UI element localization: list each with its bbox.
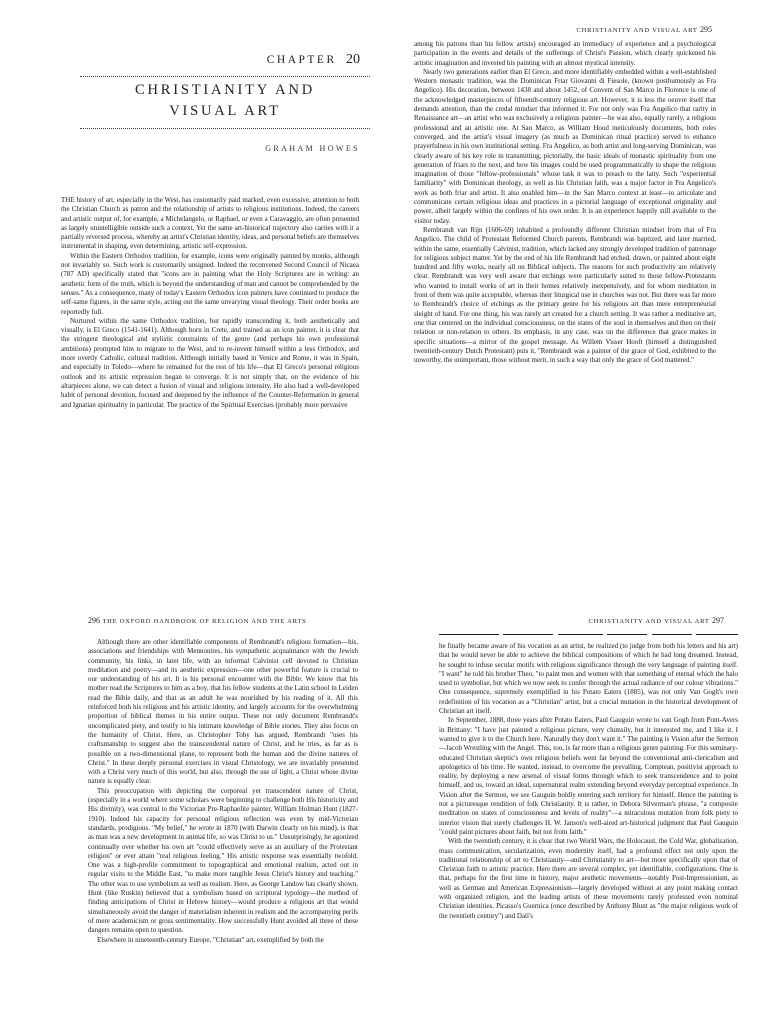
chapter-title-line-2: VISUAL ART xyxy=(169,103,281,119)
page-297 xyxy=(384,512,768,1024)
dotted-rule-bottom xyxy=(80,128,370,129)
rule-segment xyxy=(439,634,499,635)
rule-segment xyxy=(558,634,603,635)
paragraph: Although there are other identifiable components of Rembrandt's religious formation—his, associations and friendships with Mennonites, his sympathetic acquaintance with the Jewish community, his links, in later life, with an informal Calvinist cell devoted to Christian meditation and poetry—and its aesthetic expression—one other powerful feature is crucial to our understanding of his art. It is his personal encounter with the Bible. We know that his mother read the Scriptures to him as a boy, that his fellow students at the Latin school in Leiden read the Bible daily, and that as an adult he was nourished by his reading of it. All this reinforced both his religious and his artistic identity, and largely accounts for the overwhelming proportion of biblical themes in his entire output. These not only document Rembrandt's uncomplicated piety, and testify to his intimate knowledge of Bible stories. They also focus on the humanity of Christ. Here, as Christopher Toby has argued, Rembrandt "uses his craftsmanship to suggest also the transcendental nature of Christ, and he tries, as far as is possible on a two-dimensional plane, to represent both the human and the divine natures of Christ." In these deeply personal exercises in visual Christology, we are invariably presented with a Christ very much of this world, but also, through the use of light, a Christ whose divine nature is equally clear. xyxy=(88,638,358,786)
page-295 xyxy=(384,0,768,512)
paragraph: Elsewhere in nineteenth-century Europe, "Christian" art, exemplified by both the xyxy=(97,935,324,944)
header-rule-segments xyxy=(439,634,738,635)
page-number: 295 xyxy=(700,25,712,34)
chapter-author: GRAHAM HOWES xyxy=(265,144,360,153)
dotted-rule-top xyxy=(80,76,370,77)
running-head xyxy=(424,616,724,625)
running-head-title: THE OXFORD HANDBOOK OF RELIGION AND THE ARTS xyxy=(102,618,307,625)
running-head-title: CHRISTIANITY AND VISUAL ART xyxy=(588,618,710,625)
paragraph: This preoccupation with depicting the corporeal yet transcendent nature of Christ, (especially in a world where some scholars were beginning to challenge both His historicity and His divinity), was central to the Victorian Pre-Raphaelite painter, William Holman Hunt (1827-1910). Indeed his capacity for personal religious reflection was even by mid-Victorian standards, prodigious. "My belief," he wrote in 1870 (with Darwin clearly on his mind), is that as man was a new development in animal life, so was Christ to us." Unsurprisingly, he agonized continually over whether his own art "could effectively serve as an auxiliary of the Protestant religion" or ever attain "real religious feeling." His artistic response was essentially twofold. One was a high-profile commitment to topographical and emotional realism, acted out in regular visits to the Middle East, "to make more tangible Jesus Christ's history and teaching." The other was to use symbolism as well as realism. Here, as George Landow has clearly shown, Hunt (like Ruskin) believed that a symbolism based on scriptural typology—the method of finding anticipations of Christ in Hebrew history—would produce a religious art that would simultaneously avoid the danger of materialism inherent in realism and the accompanying perils of mere academicism or gross sentimentality. How successfully Hunt avoided all three of these dangers remains open to question. xyxy=(88,786,358,935)
body-text xyxy=(414,40,716,365)
page-296 xyxy=(0,512,384,1024)
running-head-title: CHRISTIANITY AND VISUAL ART xyxy=(576,27,698,34)
paragraph: Rembrandt van Rijn (1606-69) inhabited a profoundly different Christian mindset from that of Fra Angelico. The child of Protestant Reformed Church parents, Rembrandt was baptized, and later married, within the same, essentially Calvinist, tradition, which lacked any strongly developed tradition of patronage for religious subject matter. Yet by the end of his life Rembrandt had etched, drawn, or painted about eight hundred and fifty works, nearly all on Biblical subjects. The reasons for such productivity are relatively clear. Rembrandt was very well aware that etchings were particularly suited to those fellow-Protestants who wanted to install works of art in their homes relatively inexpensively, and for whom meditation in front of them was quite acceptable, whereas their liturgical use in churches was not. But there was far more to Rembrandt's choice of etchings as the primary genre for his religious art than mere entrepreneurial sleight of hand. For one thing, his was rarely art created for a church setting. It was rather a meditative art, one that centered on the individual consciousness, on the states of the soul in themselves and then on their relation or non-relation to others. Its emphasis, in any case, was on the difference that grace makes in specific situations—a mirror of the gospel message. As Willem Visser Hooft (himself a distinguished twentieth-century Dutch Protestant) puts it, "Rembrandt was a painter of the grace of God, exhibited to the unworthy, the unimportant, those without merit, in such a way that only the grace of God mattered." xyxy=(414,225,716,365)
page-number: 297 xyxy=(712,616,724,625)
rule-segment xyxy=(503,634,553,635)
paragraph: Within the Eastern Orthodox tradition, for example, icons were originally painted by monks, although not invariably so. Such work is customarily unsigned. Indeed the reconvened Second Council of Nicaea (787 AD) specifically stated that "icons are in painting what the Holy Scriptures are in writing: an aesthetic form of the truth, which is beyond the understanding of man and cannot be comprehended by the senses." As a consequence, many of today's Eastern Orthodox icon painters have continued to produce the self-same figures, in the same style, acting out the same unvarying visual theology. Their order books are reportedly full. xyxy=(61,251,359,316)
body-text xyxy=(439,642,738,921)
page-number: 296 xyxy=(88,616,100,625)
page-295-left-chapter-opening xyxy=(0,0,384,512)
chapter-title xyxy=(80,80,370,122)
chapter-number: 20 xyxy=(346,52,360,67)
chapter-label xyxy=(0,52,360,68)
running-head xyxy=(88,616,307,625)
rule-segment xyxy=(607,634,647,635)
paragraph: With the twentieth century, it is clear that two World Wars, the Holocaust, the Cold War, globalization, mass communication, secularization, even modernity itself, had a profound effect not only upon the traditional relationship of art to Christianity—and Christianity to art—but more specifically upon that of Christian faith to artistic practice. Here there are several complex, yet identifiable, configurations. One is that, perhaps for the first time in history, major aesthetic movements—notably Post-Impressionism, as well as German and American Expressionism—largely developed without at any point making contact with organized religion, and the leading artists of these movements rarely professed even nominal Christian identities. Picasso's Guernica (once described by Anthony Blunt as "the major religious work of the twentieth century") and Dali's xyxy=(439,837,738,920)
body-text xyxy=(61,196,359,410)
rule-segment xyxy=(696,634,738,635)
rule-segment xyxy=(652,634,692,635)
paragraph: In September, 1888, three years after Potato Eaters, Paul Gauguin wrote to van Gogh from Pont-Avers in Brittany: "I have just painted a religious picture, very clumsily, but it interested me, and I like it. I wanted to give it to the Church here. Naturally they don't want it." The painting is Vision after the Sermon—Jacob Wrestling with the Angel. This, too, is far more than a religious genre painting. For this seminary-educated Christian skeptic's own religious beliefs went far beyond the conventional anti-clericalism and apologetics of his time. He wanted, instead, to overcome the prevailing, Comptean, positivist approach to reality, by deploying a new arsenal of visual forms through which to seek transcendence and to point himself, and us, toward an ideal, supernatural realm extending beyond everyday perceptual experience. In Vision after the Sermon, we see Gauguin boldly entering such territory for himself. Hence the painting is not a picturesque rendition of folk Christianity. It is rather, in Debora Silverman's phrase, "a composite meditation on states of consciousness and levels of reality"—a miraculous mutation from folk piety to interior vision that surely challenges H. W. Janson's well-aired art-historical judgment that Paul Gauguin "could paint pictures about faith, but not from faith." xyxy=(439,716,738,836)
running-head xyxy=(424,25,712,34)
body-text xyxy=(88,638,358,945)
chapter-title-line-1: CHRISTIANITY AND xyxy=(135,82,315,98)
paragraph: Nearly two generations earlier than El Greco, and more identifiably embedded within a well-established Western monastic tradition, was the Dominican Friar Giovanni di Fiesole, (known posthumously as Fra Angelico). His decoration, between 1438 and about 1452, of Convent of San Marco in Florence is one of the acknowledged masterpieces of fifteenth-century religious art. However, it is less the oeuvre itself that demands attention, than the credal mindset that informed it. For not only was Fra Angelico that rarity in Renaissance art—an artist who was exclusively a religious painter—he was also, equally rarely, a religious professional and an artistic one. At San Marco, as William Hood meticulously documents, both roles converged, and the artist's visual imagery (as much as Dominican ritual practice) served to enhance prayerfulness in his own institutional setting. Fra Angelico, as both artist and long-serving Dominican, was clearly aware of his key role in transmitting, pictorially, the basic ideals of monastic spirituality from one generation of friars to the next, and how his images could be used programmatically to shape the religious imagination of those "fellow-professionals" whose task it was to preach to the laity. Such "experiential familiarity" with Dominican theology, as well as his Christian faith, was a major factor in Fra Angelico's work as both friar and artist. It also enabled him—in the San Marco context at least—to articulate and communicate certain religious ideas and practices in a pictorial language of exceptional originality and power, albeit largely within the confines of his own order. It is an experience happily still available to the visitor today. xyxy=(414,67,716,225)
paragraph: he finally became aware of his vocation as an artist, he realized (to judge from both his letters and his art) that he would never be able to achieve the biblical compositions of which he had long dreamed. Instead, he sought to infuse secular motifs with religious significance through the very language of painting itself. "I want" he told his brother Theo, "to paint men and women with that something of eternal which the halo used to symbolise, but which we now seek to confer through the actual radiance of our colour vibrations." One consequence, supremely exemplified in his Potato Eaters (1885), was not only Van Gogh's own redefinition of his vocation as a "Christian" artist, but a crucial mutation in the historical development of Christian art itself. xyxy=(439,642,738,716)
paragraph: Nurtured within the same Orthodox tradition, but rapidly transcending it, both aesthetically and visually, is El Greco (1541-1641). Although born in Crete, and trained as an icon painter, it is clear that the stringent theological and stylistic constraints of the genre (and perhaps his own professional ambitions) prompted him to migrate to the West, and to re-invent himself within a less Orthodox, and more overtly Catholic, cultural tradition. Although initially based in Venice and Rome, it was in Spain, and especially in Toledo—where he remained for the rest of his life—that El Greco's personal religious outlook and its artistic expression began to converge. It is not simply that, on the evidence of his altarpieces alone, we can detect a fusion of visual and religious intensity. He also had a well-developed habit of personal devotion, focused and deepened by the influence of the Counter-Reformation in general and Ignatian spirituality in particular. The practice of the Spiritual Exercises (probably more pervasive xyxy=(61,316,359,409)
paragraph: THE history of art, especially in the West, has customarily paid marked, even excessive, attention to both the Christian Church as patron and the relationship of artists to religious institutions. Indeed, the careers and artistic output of, for example, a Michelangelo, or Raphael, or even a Caravaggio, are often presented as largely unintelligible outside such a context. Yet the same art-historical trajectory also carries with it a partially reversed process, whereby an artist's Christian identity, ideas, and personal beliefs are themselves instrumental in shaping, even determining, artistic self-expression. xyxy=(61,196,359,251)
paragraph: among his patrons than his fellow artists) encouraged an immediacy of experience and a psychological participation in the events and details of the sufferings of Christ's Passion, which clearly quickened his artistic imagination and invested his painting with an almost mystical intensity. xyxy=(414,40,716,67)
chapter-word: CHAPTER xyxy=(266,54,337,66)
